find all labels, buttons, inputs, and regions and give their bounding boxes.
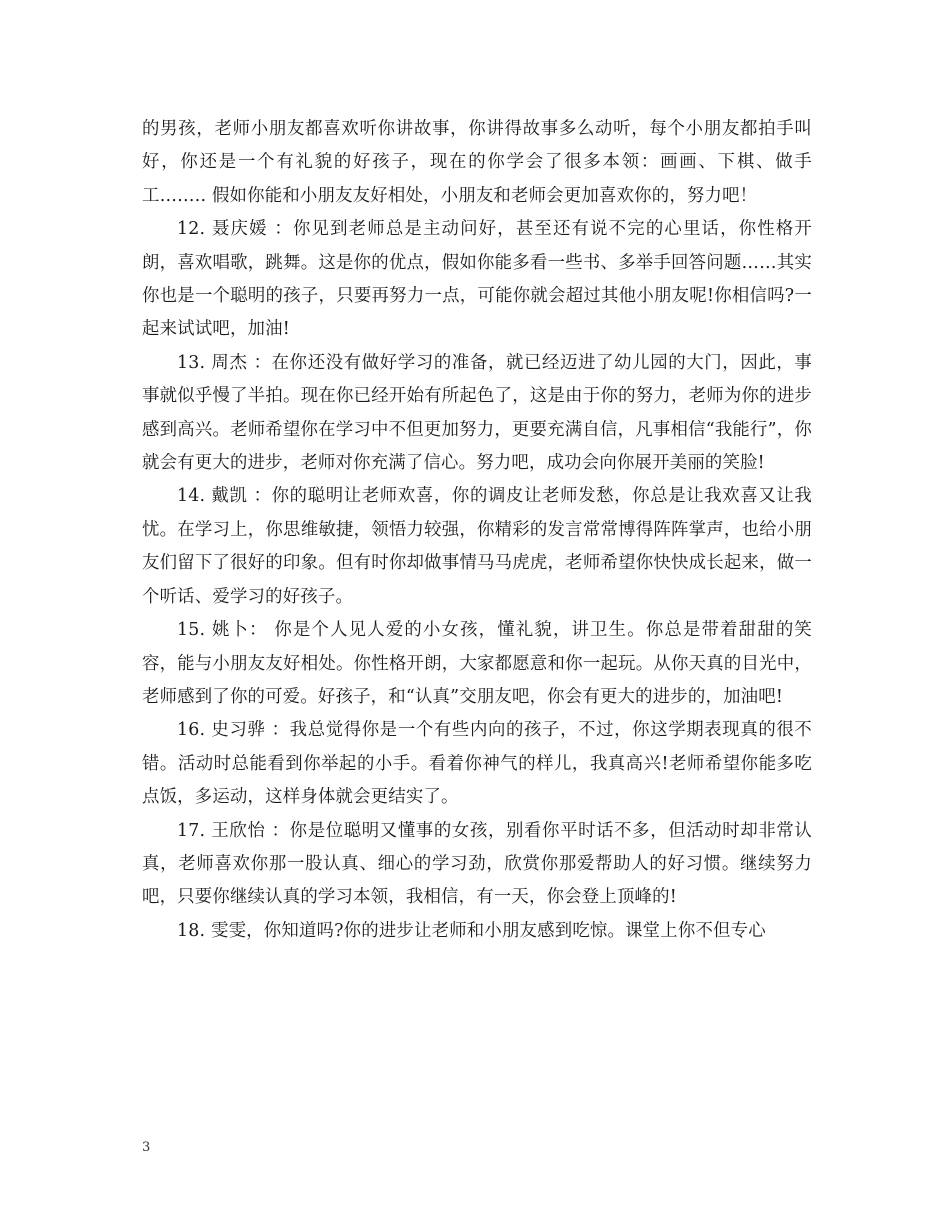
paragraph-comment-12: 12. 聂庆媛 ：你见到老师总是主动问好，甚至还有说不完的心里话，你性格开朗，喜欢唱歌，跳舞。这是你的优点，假如你能多看一些书、多举手回答问题……其实你也是一个聪明的孩子，只要再努力一点，可能你就会超过其他小朋友呢!你相信吗?一起来试试吧，加油! xyxy=(142,219,812,340)
paragraph-comment-14: 14. 戴凯 ：你的聪明让老师欢喜，你的调皮让老师发愁，你总是让我欢喜又让我忧。在学习上，你思维敏捷，领悟力较强，你精彩的发言常常博得阵阵掌声，也给小朋友们留下了很好的印象。但有时你却做事情马马虎虎，老师希望你快快成长起来，做一个听话、爱学习的好孩子。 xyxy=(142,486,812,607)
paragraph-comment-15: 15. 姚卜： 你是个人见人爱的小女孩，懂礼貌，讲卫生。你总是带着甜甜的笑容，能与小朋友友好相处。你性格开朗，大家都愿意和你一起玩。从你天真的目光中，老师感到了你的可爱。好孩子，和“认真”交朋友吧，你会有更大的进步的，加油吧! xyxy=(142,620,812,707)
document-body xyxy=(142,113,812,948)
paragraph-continuation: 的男孩，老师小朋友都喜欢听你讲故事，你讲得故事多么动听，每个小朋友都拍手叫好，你还是一个有礼貌的好孩子，现在的你学会了很多本领：画画、下棋、做手工…….. 假如你能和小朋友友好相处，小朋友和老师会更加喜欢你的，努力吧！ xyxy=(142,119,812,206)
paragraph-comment-17: 17. 王欣怡 ：你是位聪明又懂事的女孩，别看你平时话不多，但活动时却非常认真，老师喜欢你那一股认真、细心的学习劲，欣赏你那爱帮助人的好习惯。继续努力吧，只要你继续认真的学习本领，我相信，有一天，你会登上顶峰的! xyxy=(142,820,812,908)
paragraph-comment-18: 18. 雯雯，你知道吗?你的进步让老师和小朋友感到吃惊。课堂上你不但专心 xyxy=(177,920,766,941)
page-number: 3 xyxy=(142,1140,151,1155)
paragraph-comment-16: 16. 史习骅 ：我总觉得你是一个有些内向的孩子，不过，你这学期表现真的很不错。活动时总能看到你举起的小手。看着你神气的样儿，我真高兴!老师希望你能多吃点饭，多运动，这样身体就会更结实了。 xyxy=(142,720,812,808)
paragraph-comment-13: 13. 周杰 ：在你还没有做好学习的准备，就已经迈进了幼儿园的大门，因此，事事就似乎慢了半拍。现在你已经开始有所起色了，这是由于你的努力，老师为你的进步感到高兴。老师希望你在学习中不但更加努力，更要充满自信，凡事相信“我能行”，你就会有更大的进步，老师对你充满了信心。努力吧，成功会向你展开美丽的笑脸! xyxy=(142,352,812,474)
